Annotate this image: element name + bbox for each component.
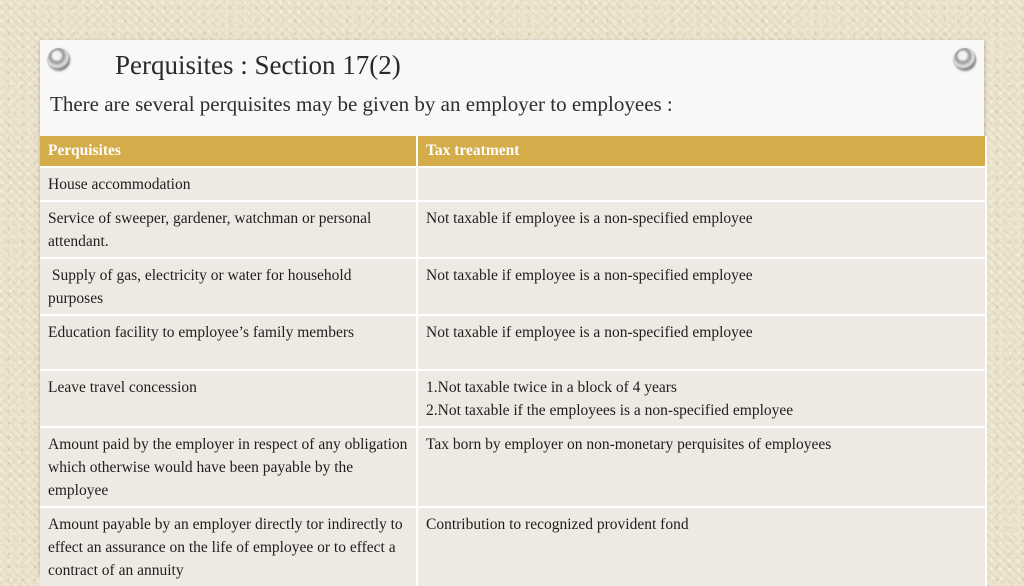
perquisites-table (40, 136, 987, 586)
table-row (40, 370, 986, 427)
tax-treatment-cell (417, 167, 986, 201)
perquisite-cell: House accommodation (40, 167, 417, 201)
tax-treatment-line: 1.Not taxable twice in a block of 4 years (426, 379, 677, 396)
perquisite-cell: Leave travel concession (40, 370, 417, 427)
tax-treatment-cell: Not taxable if employee is a non-specified employee (417, 258, 986, 315)
tax-treatment-cell (417, 370, 986, 427)
perquisite-cell: Service of sweeper, gardener, watchman or personal attendant. (40, 201, 417, 258)
table-row (40, 507, 986, 586)
table-row (40, 167, 986, 201)
table-row (40, 427, 986, 507)
table-row (40, 201, 986, 258)
tax-treatment-line: 2.Not taxable if the employees is a non-specified employee (426, 402, 794, 419)
table-header-row (40, 136, 986, 167)
perquisite-cell: Education facility to employee’s family members (40, 315, 417, 370)
column-header-perquisites: Perquisites (40, 136, 417, 167)
tax-treatment-cell: Not taxable if employee is a non-specified employee (417, 315, 986, 370)
slide-title: Perquisites : Section 17(2) (115, 50, 401, 80)
table-row (40, 315, 986, 370)
column-header-tax-treatment: Tax treatment (417, 136, 986, 167)
tax-treatment-cell: Tax born by employer on non-monetary perquisites of employees (417, 427, 986, 507)
slide-subtitle: There are several perquisites may be given by an employer to employees : (50, 92, 673, 116)
slide-card (40, 40, 984, 579)
pushpin-icon (48, 48, 70, 70)
tax-treatment-cell: Not taxable if employee is a non-specified employee (417, 201, 986, 258)
pushpin-icon (954, 48, 976, 70)
perquisite-cell: Supply of gas, electricity or water for household purposes (40, 258, 417, 315)
perquisite-cell: Amount payable by an employer directly tor indirectly to effect an assurance on the life of employee or to effect a contract of an annuity (40, 507, 417, 586)
perquisite-cell: Amount paid by the employer in respect of any obligation which otherwise would have been payable by the employee (40, 427, 417, 507)
tax-treatment-cell: Contribution to recognized provident fond (417, 507, 986, 586)
table-row (40, 258, 986, 315)
